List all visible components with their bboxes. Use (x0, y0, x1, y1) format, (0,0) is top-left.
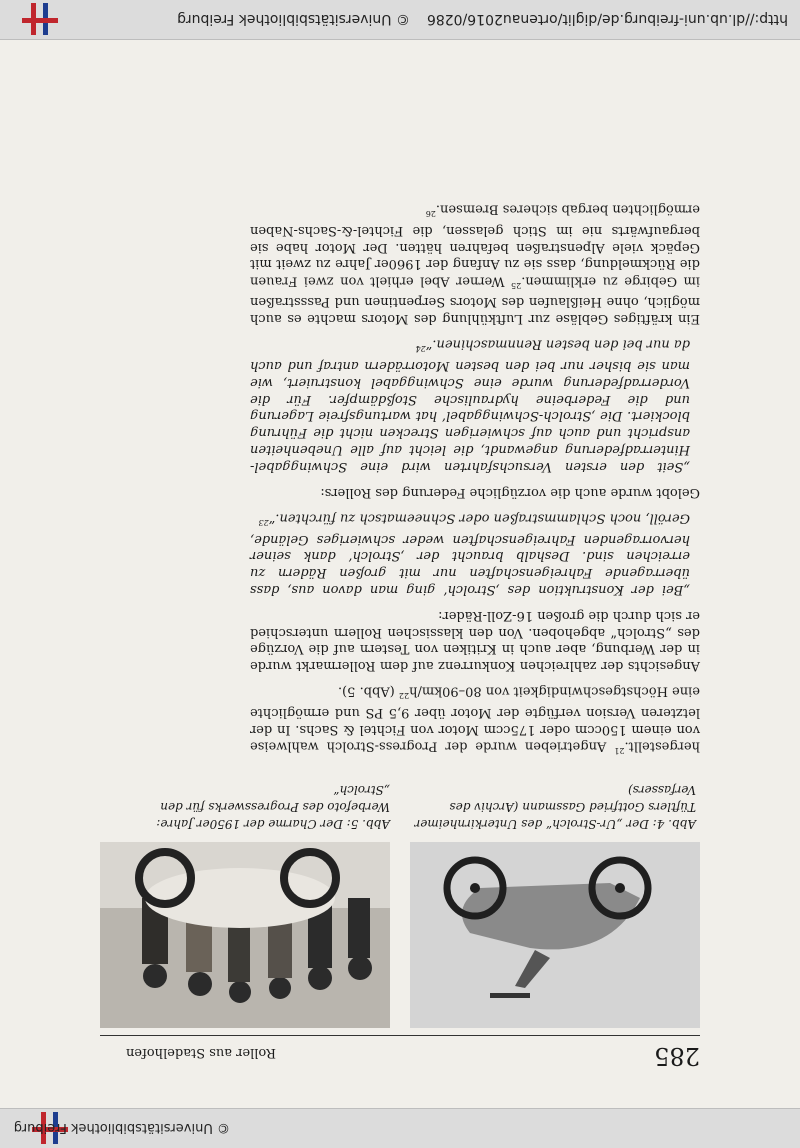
page-number: 285 (654, 1042, 700, 1070)
people-with-scooter-image (100, 842, 390, 1028)
viewer-top-bar (0, 1108, 800, 1148)
figure-5-caption: Abb. 5: Der Charme der 1950er Jahre: Werbefoto des Progresswerks für den „Strolch“ (156, 783, 390, 831)
library-copyright: © Universitätsbibliothek Freiburg (13, 1120, 230, 1135)
scooter-image (410, 842, 700, 1028)
paragraph-4: Ein kräftiges Gebläse zur Luftkühlung des Motors machte es auch möglich, ohne Heißlaufen des Motors Serpentinen und Passstraßen im Gebirge zu erklimmen.$^{25}$ Werner Abel erhielt von zwei Frauen die Rückmeldung, dass sie zu Anfang der 1960er Jahre zu zweit mit Gepäck viele Alpenstraßen befahren hätten. Der Motor habe sie bergaufwärts nie im Stich gelassen, die Fichtel-&-Sachs-Naben ermöglichten bergab sicheres Bremsen.$^{26}$ (250, 201, 700, 327)
quote-2: „Seit den ersten Versuchsfahrten wird eine Schwinggabel-Hinterradfederung angewandt, die leicht auf alle Unebenheiten anspricht und auch auf schwierigen Strecken nicht die Führung blockiert. Die ‚Strolch-Schwinggabel‘ hat wartungsfreie Lagerung und die Federbeine hydraulische Stoßdämpfer. Für die Vorderradfederung wurde eine Schwinggabel konstruiert, wie man sie bisher nur bei den besten Motorrädern antraf und auch da nur bei den besten Rennmaschinen.“$^{24}$ (250, 336, 690, 474)
quote-1: „Bei der Konstruktion des ‚Strolch‘ ging man davon aus, dass überragende Fahreigenschaften nur mit großen Rädern zu erreichen sind. Deshalb braucht der ‚Strolch‘ dank seiner hervorragenden Fahreigenschaften weder schwieriges Gelände, Geröll, noch Schlammstraßen oder Schneematsch zu fürchten.“$^{23}$ (250, 510, 690, 597)
university-logo-icon (20, 1, 60, 37)
figure-4-photo (410, 842, 700, 1028)
paragraph-1: hergestellt.$^{21}$ Angetrieben wurde der Progress-Strolch wahlweise von einem 150ccm oder 175ccm Motor von Fichtel & Sachs. In der letzteren Version verfügte der Motor über 9,5 PS und ermöglichte eine Höchstgeschwindigkeit von $80-90km/h^{22}$ (Abb. 5). (250, 683, 700, 755)
viewer-bottom-bar (0, 0, 800, 40)
paragraph-2: Angesichts der zahlreichen Konkurrenz auf dem Rollermarkt wurde in der Werbung, aber auch in Kritiken von Testern auf die Vorzüge des „Strolch“ abgehoben. Von den klassischen Rollern unterschied er sich durch die großen 16-Zoll-Räder: (250, 607, 700, 674)
figure-4-caption: Abb. 4: Der „Ur-Strolch“ des Unterkirnheimer Tüftlers Gottfried Gassmann (Archiv des Verfassers) (414, 783, 696, 831)
library-copyright: © Universitätsbibliothek Freiburg (177, 11, 410, 27)
figure-5-photo (100, 842, 390, 1028)
page-url-link[interactable]: http://dl.ub.uni-freiburg.de/diglit/ortenau2016/0286 (426, 11, 788, 27)
paragraph-3: Gelobt wurde auch die vorzügliche Federung des Rollers: (320, 484, 700, 500)
body-text (250, 191, 700, 758)
page-header (100, 1035, 700, 1070)
document-page (100, 48, 700, 1088)
running-title: Roller aus Stadelhofen (125, 1045, 276, 1060)
